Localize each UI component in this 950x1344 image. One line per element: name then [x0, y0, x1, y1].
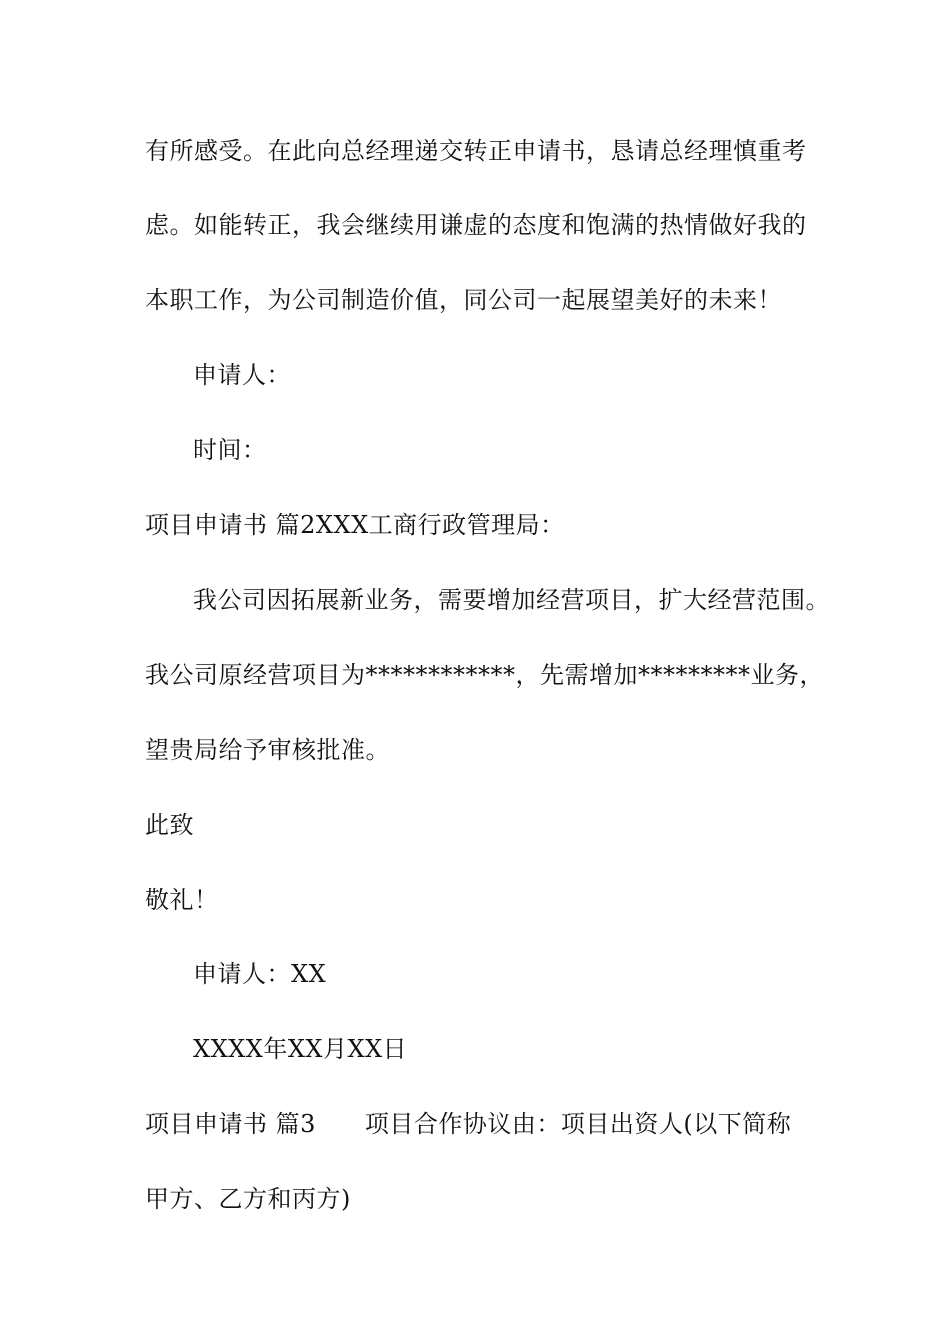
closing-regards: 敬礼！ [145, 886, 219, 914]
closing-salutation: 此致 [145, 811, 194, 839]
date-label: 时间： [193, 436, 267, 464]
paragraph-line: 我公司因拓展新业务，需要增加经营项目，扩大经营范围。 [193, 586, 830, 614]
paragraph-line: 有所感受。在此向总经理递交转正申请书，恳请总经理慎重考 [145, 137, 807, 165]
applicant-label: 申请人： [193, 361, 291, 389]
paragraph-line: 虑。如能转正，我会继续用谦虚的态度和饱满的热情做好我的 [145, 211, 807, 239]
paragraph-line: 本职工作，为公司制造价值，同公司一起展望美好的未来！ [145, 286, 782, 314]
paragraph-line: 望贵局给予审核批准。 [145, 736, 390, 764]
section-heading: 项目申请书 篇2XXX工商行政管理局： [145, 511, 565, 539]
paragraph-line: 甲方、乙方和丙方) [145, 1185, 351, 1213]
paragraph-line: 我公司原经营项目为************，先需增加*********业务， [145, 661, 824, 689]
applicant-signature: 申请人：XX [193, 960, 327, 988]
signature-date: XXXX年XX月XX日 [193, 1035, 408, 1063]
section-heading: 项目申请书 篇3 项目合作协议由：项目出资人(以下简称 [145, 1110, 792, 1138]
